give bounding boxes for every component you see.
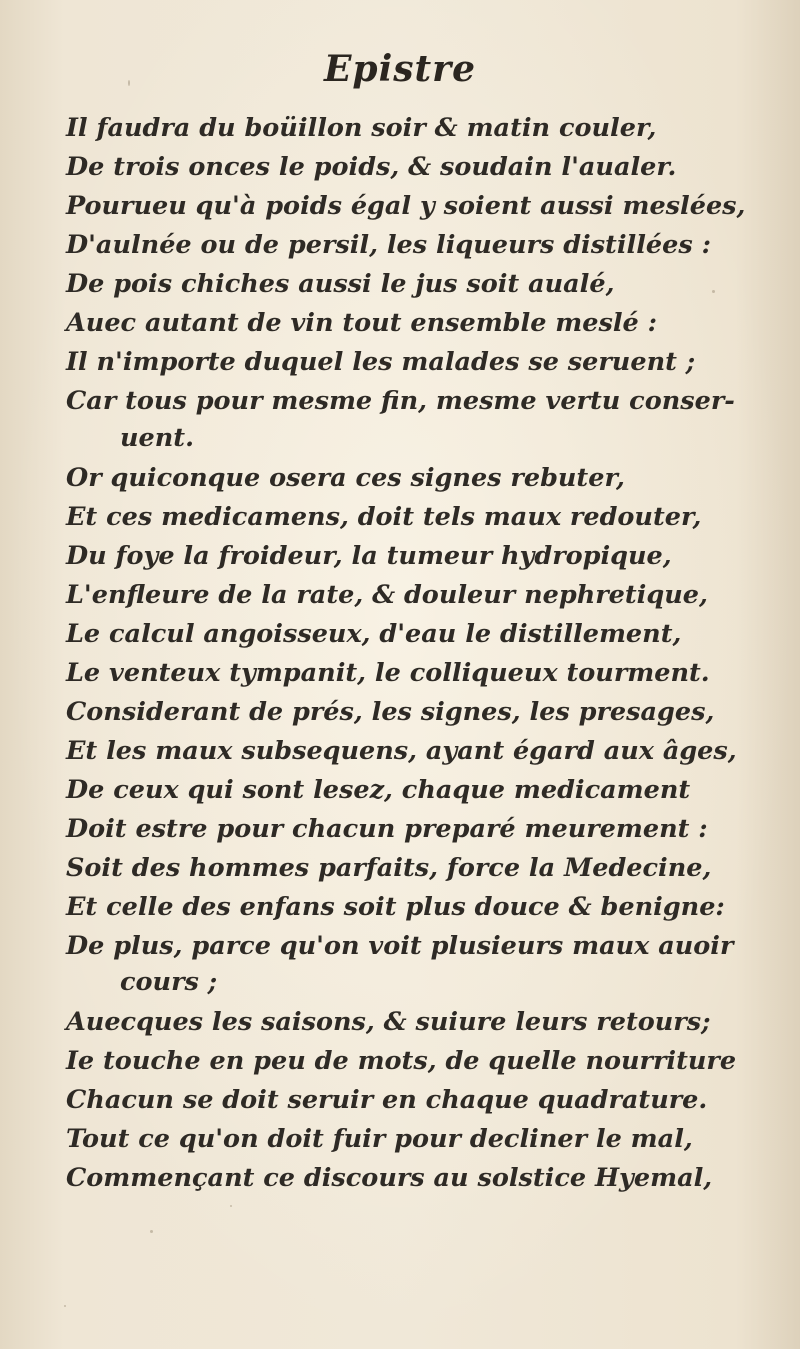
verse-line: Tout ce qu'on doit fuir pour decliner le mal,: [66, 1124, 693, 1154]
verse-line: Chacun se doit seruir en chaque quadrature.: [66, 1085, 708, 1115]
paper-speck: [64, 1305, 66, 1307]
verse-line: Doit estre pour chacun preparé meurement :: [66, 814, 708, 844]
verse-line: Et celle des enfans soit plus douce & benigne:: [66, 892, 725, 922]
paper-speck: [150, 1230, 153, 1233]
verse-line: Considerant de prés, les signes, les presages,: [66, 697, 715, 727]
verse-line: Or quiconque osera ces signes rebuter,: [66, 463, 625, 493]
verse-line: Pourueu qu'à poids égal y soient aussi meslées,: [66, 191, 746, 221]
verse-line: Du foye la froideur, la tumeur hydropique,: [66, 541, 672, 571]
page-header: Epistre: [323, 48, 477, 90]
verse-line: Commençant ce discours au solstice Hyemal,: [66, 1163, 713, 1193]
verse-line: Il faudra du boüillon soir & matin couler,: [66, 113, 657, 143]
verse-line: L'enfleure de la rate, & douleur nephretique,: [66, 580, 708, 610]
paper-speck: [128, 80, 130, 86]
verse-line: De plus, parce qu'on voit plusieurs maux auoir: [66, 931, 734, 961]
paper-speck: [712, 290, 715, 293]
paper-speck: [230, 1205, 232, 1207]
verse-line: Et les maux subsequens, ayant égard aux âges,: [66, 736, 737, 766]
verse-line: Il n'importe duquel les malades se seruent ;: [66, 347, 696, 377]
verse-line: Soit des hommes parfaits, force la Medecine,: [66, 853, 712, 883]
verse-line: Auecques les saisons, & suiure leurs retours;: [66, 1007, 711, 1037]
verse-line: De pois chiches aussi le jus soit aualé,: [66, 269, 615, 299]
verse-line: Le calcul angoisseux, d'eau le distillement,: [66, 619, 682, 649]
verse-line: Car tous pour mesme fin, mesme vertu conser-: [66, 386, 735, 416]
verse-line: Ie touche en peu de mots, de quelle nourriture: [66, 1046, 737, 1076]
verse-line-continuation: uent.: [120, 423, 194, 453]
verse-line: D'aulnée ou de persil, les liqueurs distillées :: [66, 230, 711, 260]
verse-line: Le venteux tympanit, le colliqueux tourment.: [66, 658, 710, 688]
verse-line: Et ces medicamens, doit tels maux redouter,: [66, 502, 702, 532]
verse-line: De ceux qui sont lesez, chaque medicament: [66, 775, 691, 805]
verse-line: Auec autant de vin tout ensemble meslé :: [66, 308, 658, 338]
verse-line-continuation: cours ;: [120, 967, 218, 997]
verse-line: De trois onces le poids, & soudain l'aualer.: [66, 152, 677, 182]
